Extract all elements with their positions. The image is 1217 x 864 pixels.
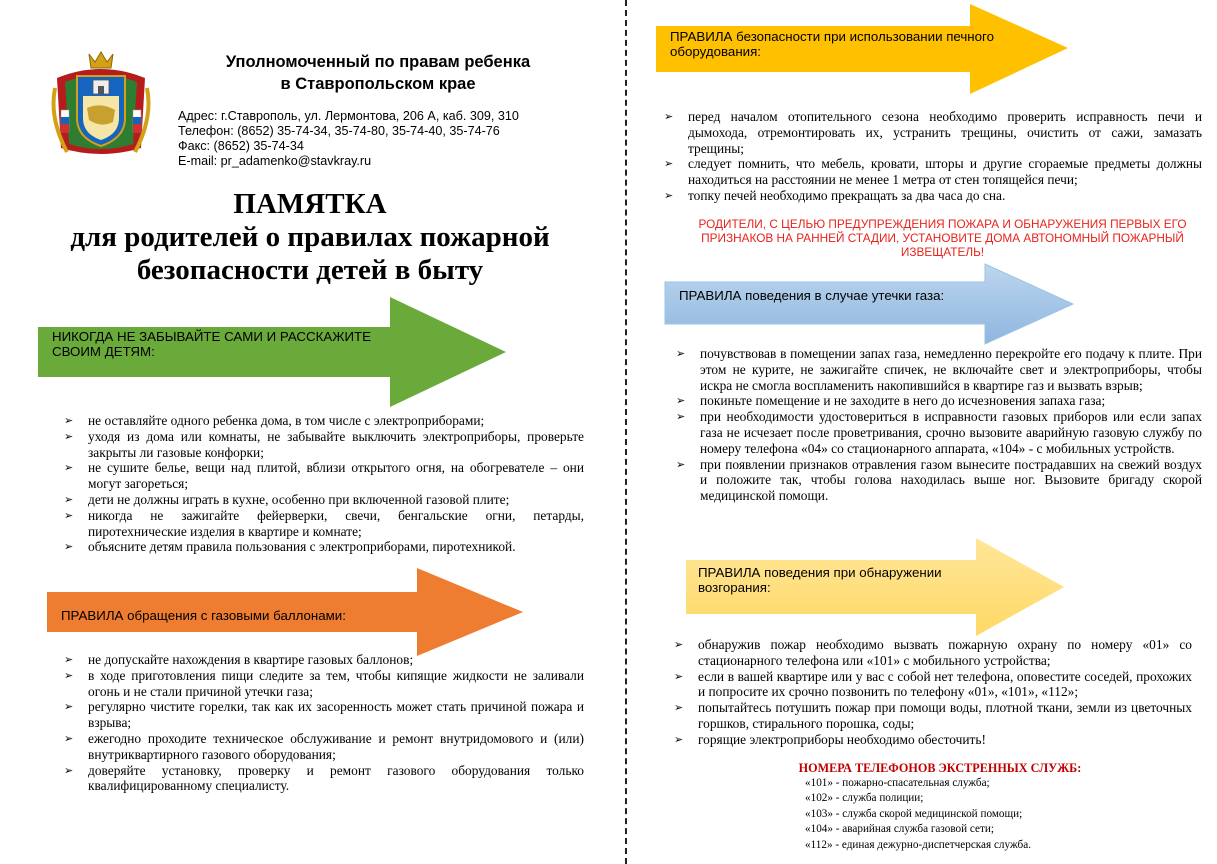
list-stove — [662, 109, 1202, 204]
list-gas-cylinders — [62, 652, 584, 794]
main-title-line2: для родителей о правилах пожарной — [70, 221, 550, 253]
list-item: ➢ почувствовав в помещении запах газа, немедленно перекройте его подачу к плите. При этом не курите, не зажигайте спичек, не включайте свет и электроприборы, чтобы искра не смогла воспламенить накопившийся в квартире газ и вызвать взрыв; — [676, 346, 1202, 393]
emergency-number: «102» - служба полиции; — [805, 792, 924, 805]
emergency-number: «103» - служба скорой медицинской помощи; — [805, 807, 1023, 820]
list-item: ➢ топку печей необходимо прекращать за два часа до сна. — [664, 187, 1006, 203]
emergency-number: «101» - пожарно-спасательная служба; — [805, 777, 990, 789]
bullet-arrow-icon: ➢ — [64, 429, 74, 443]
list-item: ➢ дети не должны играть в кухне, особенно при включенной газовой плите; — [64, 491, 510, 507]
list-item: ➢ доверяйте установку, проверку и ремонт газового оборудования только квалифицированному специалисту. — [64, 762, 584, 794]
bullet-arrow-icon: ➢ — [64, 731, 74, 745]
list-item: ➢ если в вашей квартире или у вас с собой нет телефона, оповестите соседей, прохожих и попросите их срочно позвонить по телефону «01», «101», «112»; — [674, 668, 1192, 700]
bullet-arrow-icon: ➢ — [64, 540, 74, 554]
arrow-label-fire-detected-1: ПРАВИЛА поведения при обнаружении — [698, 565, 942, 580]
bullet-arrow-icon: ➢ — [674, 732, 684, 746]
list-item: ➢ регулярно чистите горелки, так как их засоренность может стать причиной пожара и взрыва; — [64, 699, 584, 731]
arrow-label-gas-cylinders: ПРАВИЛА обращения с газовыми баллонами: — [61, 608, 346, 623]
bullet-arrow-icon: ➢ — [674, 701, 684, 715]
list-item: ➢ уходя из дома или комнаты, не забывайте выключить электроприборы, проверьте закрыты ли газовые конфорки; — [64, 428, 584, 460]
bullet-arrow-icon: ➢ — [64, 653, 74, 666]
list-item: ➢ при появлении признаков отравления газом вынесите пострадавших на свежий воздух и положите так, чтобы голова находилась выше ног. Вызовите бригаду скорой медицинской помощи. — [676, 456, 1202, 504]
org-title — [178, 51, 578, 95]
bullet-arrow-icon: ➢ — [676, 457, 686, 471]
arrow-banner-fire-detected — [686, 538, 1066, 636]
list-gas-leak — [674, 346, 1202, 504]
bullet-arrow-icon: ➢ — [664, 157, 674, 171]
list-item: ➢ ежегодно проходите техническое обслуживание и ремонт внутридомового и (или) внутриквартирного газового оборудования; — [64, 730, 584, 762]
list-item: ➢ не оставляйте одного ребенка дома, в том числе с электроприборами; — [64, 413, 485, 428]
list-item: ➢ в ходе приготовления пищи следите за тем, чтобы кипящие жидкости не заливали огонь и не стали причиной утечки газа; — [64, 667, 584, 699]
bullet-arrow-icon: ➢ — [664, 188, 674, 202]
bullet-arrow-icon: ➢ — [674, 638, 684, 651]
bullet-arrow-icon: ➢ — [64, 492, 74, 506]
bullet-arrow-icon: ➢ — [64, 414, 74, 427]
arrow-banner-gas-cylinders — [47, 568, 525, 656]
list-item: ➢ следует помнить, что мебель, кровати, шторы и другие сгораемые предметы должны находиться на расстоянии не менее 1 метра от стен топящейся печи; — [664, 156, 1202, 188]
arrow-banner-never-forget — [38, 297, 510, 407]
arrow-label-stove-1: ПРАВИЛА безопасности при использовании печного — [670, 29, 994, 44]
emergency-title: НОМЕРА ТЕЛЕФОНОВ ЭКСТРЕННЫХ СЛУЖБ: — [798, 761, 1082, 775]
contacts-block — [178, 109, 598, 169]
column-divider — [625, 0, 627, 864]
arrow-label-never-forget-2: СВОИМ ДЕТЯМ: — [52, 344, 155, 359]
list-item: ➢ при необходимости удостовериться в исправности газовых приборов или если запах газа не исчезает после проветривания, срочно вызовите аварийную газовую службу по номеру телефона «04» со стационарного аппарата, «104» - с мобильных устройств. — [676, 409, 1202, 456]
arrow-label-never-forget-1: НИКОГДА НЕ ЗАБЫВАЙТЕ САМИ И РАССКАЖИТЕ — [52, 329, 372, 344]
list-item: ➢ горящие электроприборы необходимо обесточить! — [674, 731, 986, 747]
bullet-arrow-icon: ➢ — [676, 410, 686, 424]
phone-text: Телефон: (8652) 35-74-34, 35-74-80, 35-74-40, 35-74-76 — [178, 124, 500, 138]
main-title-line1: ПАМЯТКА — [233, 188, 387, 220]
arrow-label-stove-2: оборудования: — [670, 44, 761, 59]
emergency-number: «112» - единая дежурно-диспетчерская служба. — [805, 838, 1031, 851]
address-text: Адрес: г.Ставрополь, ул. Лермонтова, 206 А, каб. 309, 310 — [178, 109, 519, 123]
list-item: ➢ не сушите белье, вещи над плитой, вблизи открытого огня, на обогревателе – они могут загореться; — [64, 460, 584, 492]
bullet-arrow-icon: ➢ — [64, 700, 74, 714]
list-item: ➢ попытайтесь потушить пожар при помощи воды, плотной ткани, земли из цветочных горшков, стирального порошка, соды; — [674, 700, 1192, 731]
bullet-arrow-icon: ➢ — [676, 394, 686, 408]
list-item: ➢ объясните детям правила пользования с электроприборами, пиротехникой. — [64, 539, 516, 555]
list-item: ➢ покиньте помещение и не заходите в него до исчезновения запаха газа; — [676, 393, 1106, 409]
bullet-arrow-icon: ➢ — [664, 110, 674, 123]
arrow-label-gas-leak: ПРАВИЛА поведения в случае утечки газа: — [679, 288, 945, 303]
stavropol-coat-of-arms-icon — [47, 48, 155, 160]
bullet-arrow-icon: ➢ — [64, 763, 74, 777]
list-item: ➢ не допускайте нахождения в квартире газовых баллонов; — [64, 652, 414, 667]
main-title-line3: безопасности детей в быту — [136, 254, 484, 286]
bullet-arrow-icon: ➢ — [676, 347, 686, 360]
emergency-numbers-list — [805, 776, 1031, 853]
fax-text: Факс: (8652) 35-74-34 — [178, 139, 304, 153]
arrow-banner-stove — [656, 4, 1070, 94]
list-never-forget — [62, 413, 584, 555]
arrow-shape-gas-leak — [665, 264, 1073, 344]
detector-warning: РОДИТЕЛИ, С ЦЕЛЬЮ ПРЕДУПРЕЖДЕНИЯ ПОЖАРА И ОБНАРУЖЕНИЯ ПЕРВЫХ ЕГО ПРИЗНАКОВ НА РАННЕЙ СТАДИИ, УСТАНОВИТЕ ДОМА АВТОНОМНЫЙ ПОЖАРНЫЙ ИЗВЕЩАТЕЛЬ! — [698, 217, 1187, 259]
bullet-arrow-icon: ➢ — [64, 668, 74, 682]
arrow-banner-gas-leak — [665, 264, 1075, 344]
bullet-arrow-icon: ➢ — [64, 461, 74, 475]
list-item: ➢ никогда не зажигайте фейерверки, свечи, бенгальские огни, петарды, пиротехнические изделия в квартире и комнате; — [64, 507, 584, 539]
bullet-arrow-icon: ➢ — [674, 669, 684, 683]
list-fire-detected — [672, 637, 1192, 748]
bullet-arrow-icon: ➢ — [64, 508, 74, 522]
list-item: ➢ обнаружив пожар необходимо вызвать пожарную охрану по номеру «01» со стационарного телефона или «101» с мобильного устройства; — [674, 637, 1192, 668]
org-title-line1: Уполномоченный по правам ребенка — [225, 53, 531, 71]
emergency-number: «104» - аварийная служба газовой сети; — [805, 823, 994, 836]
arrow-label-fire-detected-2: возгорания: — [698, 580, 771, 595]
org-title-line2: в Ставропольском крае — [280, 75, 476, 93]
email-link[interactable]: E-mail: pr_adamenko@stavkray.ru — [178, 154, 372, 168]
list-item: ➢ перед началом отопительного сезона необходимо проверить исправность печи и дымохода, отремонтировать их, устранить трещины, очистить от сажи, замазать трещины; — [664, 109, 1202, 156]
main-title — [40, 188, 580, 287]
